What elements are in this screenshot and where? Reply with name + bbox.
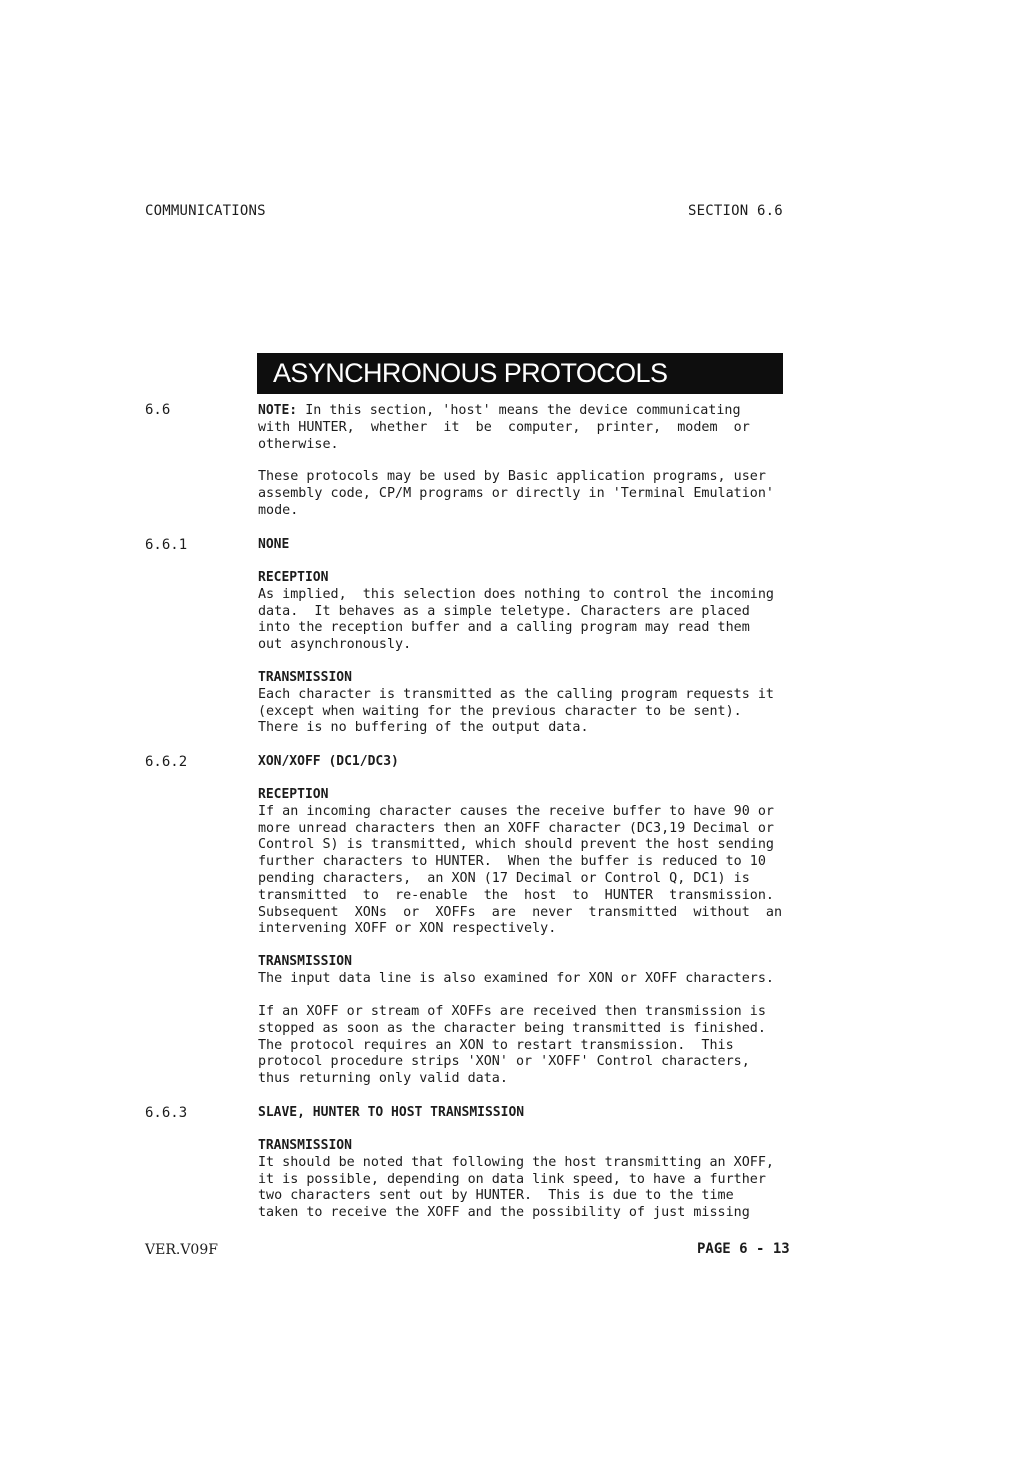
- body-line: As implied, this selection does nothing to control the incoming: [258, 586, 774, 602]
- note-line: otherwise.: [258, 436, 339, 452]
- body-line: Each character is transmitted as the calling program requests it: [258, 686, 774, 702]
- body-line: If an incoming character causes the receive buffer to have 90 or: [258, 803, 774, 819]
- body-line: out asynchronously.: [258, 637, 412, 653]
- body-line: The protocol requires an XON to restart transmission. This: [258, 1037, 734, 1053]
- section-number-6-6-1: 6.6.1: [145, 537, 188, 553]
- intro-line: These protocols may be used by Basic application programs, user: [258, 469, 766, 484]
- body-line: data. It behaves as a simple teletype. Characters are placed: [258, 603, 750, 619]
- transmission-block-6-6-3: [258, 1138, 780, 1222]
- body-line: transmitted to re-enable the host to HUNTER transmission.: [258, 887, 774, 903]
- note-line: In this section, 'host' means the device communicating: [297, 403, 741, 418]
- reception-heading: RECEPTION: [258, 570, 329, 585]
- reception-heading: RECEPTION: [258, 787, 329, 802]
- running-header-title: COMMUNICATIONS: [145, 203, 266, 219]
- note-line: with HUNTER, whether it be computer, printer, modem or: [258, 419, 750, 435]
- intro-line: assembly code, CP/M programs or directly in 'Terminal Emulation': [258, 485, 774, 501]
- transmission-heading: TRANSMISSION: [258, 1138, 352, 1153]
- section-number-6-6: 6.6: [145, 402, 171, 418]
- body-line: The input data line is also examined for XON or XOFF characters.: [258, 970, 774, 986]
- body-line: There is no buffering of the output data.: [258, 720, 589, 736]
- body-line: intervening XOFF or XON respectively.: [258, 921, 557, 937]
- body-line: It should be noted that following the host transmitting an XOFF,: [258, 1154, 774, 1170]
- version-label: VER.V09F: [145, 1242, 218, 1258]
- page-number: PAGE 6 - 13: [697, 1241, 790, 1257]
- intro-line: mode.: [258, 502, 299, 518]
- section-title-slave: SLAVE, HUNTER TO HOST TRANSMISSION: [258, 1105, 525, 1120]
- body-line: (except when waiting for the previous character to be sent).: [258, 703, 742, 719]
- section-number-6-6-2: 6.6.2: [145, 754, 188, 770]
- body-line: pending characters, an XON (17 Decimal or Control Q, DC1) is: [258, 870, 750, 886]
- transmission-block-6-6-1: [258, 670, 780, 737]
- intro-paragraph: [258, 469, 780, 519]
- body-line: two characters sent out by HUNTER. This is due to the time: [258, 1188, 734, 1204]
- body-line: stopped as soon as the character being transmitted is finished.: [258, 1020, 766, 1036]
- body-line: protocol procedure strips 'XON' or 'XOFF' Control characters,: [258, 1054, 750, 1070]
- transmission-heading: TRANSMISSION: [258, 670, 352, 685]
- body-line: Control S) is transmitted, which should prevent the host sending: [258, 837, 774, 853]
- body-line: it is possible, depending on data link speed, to have a further: [258, 1171, 766, 1187]
- reception-block-6-6-2: [258, 787, 783, 938]
- section-banner: ASYNCHRONOUS PROTOCOLS: [257, 353, 783, 394]
- note-label: NOTE:: [258, 403, 298, 418]
- running-header-section: SECTION 6.6: [688, 203, 783, 219]
- transmission-heading: TRANSMISSION: [258, 954, 352, 969]
- section-number-6-6-3: 6.6.3: [145, 1105, 188, 1121]
- section-title-none: NONE: [258, 537, 290, 552]
- reception-block-6-6-1: [258, 570, 780, 654]
- body-line: thus returning only valid data.: [258, 1071, 508, 1087]
- body-line: more unread characters then an XOFF character (DC3,19 Decimal or: [258, 820, 774, 836]
- body-line: into the reception buffer and a calling program may read them: [258, 620, 750, 636]
- section-title-xon-xoff: XON/XOFF (DC1/DC3): [258, 754, 399, 769]
- body-line: If an XOFF or stream of XOFFs are received then transmission is: [258, 1004, 766, 1019]
- body-line: further characters to HUNTER. When the buffer is reduced to 10: [258, 854, 766, 870]
- xoff-stop-paragraph: [258, 1004, 780, 1088]
- body-line: taken to receive the XOFF and the possibility of just missing: [258, 1205, 750, 1221]
- body-line: Subsequent XONs or XOFFs are never transmitted without an: [258, 904, 783, 920]
- note-block: [258, 403, 780, 453]
- transmission-block-6-6-2: [258, 954, 780, 988]
